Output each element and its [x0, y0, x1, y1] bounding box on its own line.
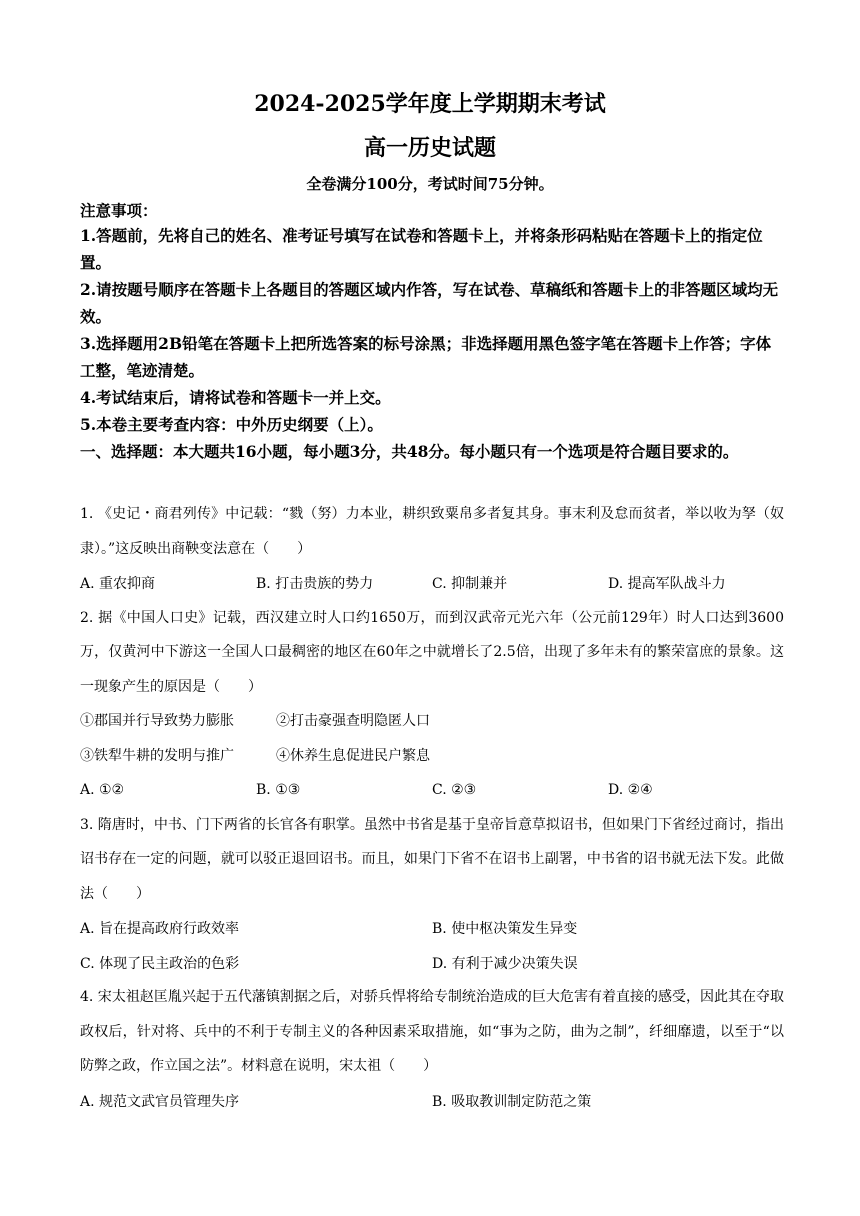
option-a: A. 旨在提高政府行政效率: [80, 921, 240, 938]
exam-meta: 全卷满分100分，考试时间75分钟。: [306, 175, 554, 193]
option-c: C. ②③: [432, 782, 477, 799]
question-stem: 1. 《史记・商君列传》中记载：“戮（努）力本业，耕织致粟帛多者复其身。事末利及怠而贫者，举以收为孥（奴隶）。”这反映出商鞅变法意在（ ）: [80, 506, 784, 557]
options-row: [80, 946, 784, 981]
question-stem: 2. 据《中国人口史》记载，西汉建立时人口约1650万，而到汉武帝元光六年（公元前129年）时人口达到3600万，仅黄河中下游这一全国人口最稠密的地区在60年之中就增长了2.5倍，出现了多年未有的繁荣富庶的景象。这一现象产生的原因是（ ）: [80, 609, 784, 695]
option-a: A. 规范文武官员管理失序: [80, 1093, 240, 1110]
option-d: D. ②④: [608, 782, 653, 799]
section-heading-block: [80, 438, 784, 465]
note-item-1: 1.答题前，先将自己的姓名、准考证号填写在试卷和答题卡上，并将条形码粘贴在答题卡上的指定位置。: [80, 226, 763, 272]
option-a: A. 重农抑商: [80, 576, 156, 593]
notes-block: [80, 200, 784, 438]
option-c: C. 抑制兼并: [432, 576, 508, 593]
option-b: B. 使中枢决策发生异变: [432, 921, 578, 938]
question-stem: 3. 隋唐时，中书、门下两省的长官各有职掌。虽然中书省是基于皇帝旨意草拟诏书，但如果门下省经过商讨，指出诏书存在一定的问题，就可以驳正退回诏书。而且，如果门下省不在诏书上副署，中书省的诏书就无法下发。此做法（ ）: [80, 816, 784, 902]
options-row: [80, 1084, 784, 1119]
option-b: B. 吸取教训制定防范之策: [432, 1093, 592, 1110]
note-item-3: 3.选择题用2B铅笔在答题卡上把所选答案的标号涂黑；非选择题用黑色签字笔在答题卡上作答；字体工整，笔迹清楚。: [80, 334, 772, 380]
option-d: D. 提高军队战斗力: [608, 576, 726, 593]
question-stem: 4. 宋太祖赵匡胤兴起于五代藩镇割据之后，对骄兵悍将给专制统治造成的巨大危害有着直接的感受，因此其在夺取政权后，针对将、兵中的不利于专制主义的各种因素采取措施，如“事为之防，曲为之制”，纤细靡遗，以至于“以防弊之政，作立国之法”。材料意在说明，宋太祖（ ）: [80, 989, 784, 1074]
statement-3: ③铁犁牛耕的发明与推广: [80, 747, 234, 764]
option-b: B. ①③: [256, 782, 301, 799]
option-d: D. 有利于减少决策失误: [432, 955, 578, 972]
statement-2: ②打击豪强查明隐匿人口: [276, 713, 430, 729]
question-3: [80, 808, 784, 981]
exam-title: 2024-2025学年度上学期期末考试: [254, 91, 606, 117]
notes-heading: 注意事项：: [80, 201, 158, 220]
questions-list: [80, 497, 784, 1118]
question-1: [80, 497, 784, 601]
question-2: [80, 601, 784, 808]
note-item-4: 4.考试结束后，请将试卷和答题卡一并上交。: [80, 388, 391, 407]
option-a: A. ①②: [80, 782, 125, 799]
options-row: [80, 911, 784, 946]
note-item-2: 2.请按题号顺序在答题卡上各题目的答题区域内作答，写在试卷、草稿纸和答题卡上的非答题区域均无效。: [80, 280, 779, 326]
statement-row: [80, 739, 784, 774]
statement-row: [80, 704, 784, 739]
statement-4: ④休养生息促进民户繁息: [276, 747, 430, 764]
options-row: [80, 773, 784, 808]
options-row: [80, 566, 784, 601]
question-4: [80, 980, 784, 1118]
section-heading: 一、选择题：本大题共16小题，每小题3分，共48分。每小题只有一个选项是符合题目要求的。: [80, 442, 739, 461]
option-b: B. 打击贵族的势力: [256, 576, 374, 593]
option-c: C. 体现了民主政治的色彩: [80, 955, 240, 972]
statement-1: ①郡国并行导致势力膨胀: [80, 713, 234, 729]
subject-title: 高一历史试题: [363, 135, 496, 161]
note-item-5: 5.本卷主要考查内容：中外历史纲要（上）。: [80, 415, 383, 434]
